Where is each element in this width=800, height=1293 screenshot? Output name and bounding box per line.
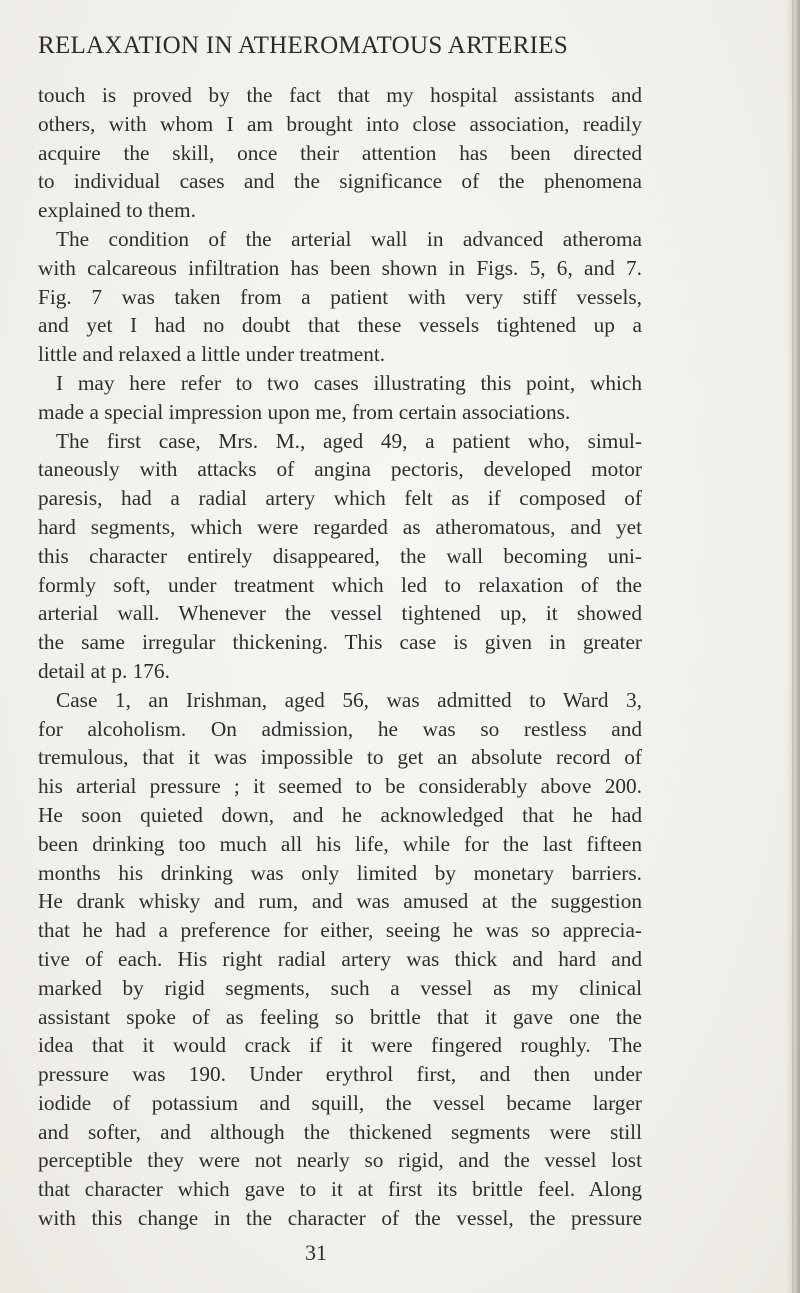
text-line: He soon quieted down, and he acknowledged that he had (38, 802, 642, 827)
text-line: tive of each. His right radial artery was thick and hard and (38, 946, 642, 971)
text-line: with this change in the character of the vessel, the pressure (38, 1206, 642, 1231)
text-line: idea that it would crack if it were fingered roughly. The (38, 1033, 642, 1058)
text-line: iodide of potassium and squill, the vessel became larger (38, 1090, 642, 1115)
text-line: his arterial pressure ; it seemed to be considerably above 200. (38, 774, 642, 799)
text-line: been drinking too much all his life, while for the last fifteen (38, 831, 642, 856)
text-line: explained to them. (38, 198, 196, 223)
page-edge-line (792, 0, 794, 1293)
body-text (38, 81, 642, 1233)
text-line: marked by rigid segments, such a vessel as my clinical (38, 975, 642, 1000)
text-line: touch is proved by the fact that my hospital assistants and (38, 83, 642, 107)
text-line: others, with whom I am brought into close association, readily (38, 111, 642, 136)
text-line: and yet I had no doubt that these vessels tightened up a (38, 313, 642, 338)
text-line: He drank whisky and rum, and was amused at the suggestion (38, 889, 642, 914)
text-line: that character which gave to it at first its brittle feel. Along (38, 1177, 642, 1202)
text-line: hard segments, which were regarded as atheromatous, and yet (38, 514, 642, 539)
text-line: The first case, Mrs. M., aged 49, a patient who, simul- (56, 428, 642, 453)
text-line: tremulous, that it was impossible to get an absolute record of (38, 745, 642, 770)
text-line: with calcareous infiltration has been shown in Figs. 5, 6, and 7. (38, 255, 642, 280)
text-line: little and relaxed a little under treatment. (38, 342, 386, 367)
text-line: Case 1, an Irishman, aged 56, was admitted to Ward 3, (56, 687, 642, 712)
text-line: paresis, had a radial artery which felt as if composed of (38, 486, 642, 511)
text-line: perceptible they were not nearly so rigid, and the vessel lost (38, 1148, 642, 1173)
text-line: The condition of the arterial wall in advanced atheroma (56, 226, 642, 251)
text-line: Fig. 7 was taken from a patient with very stiff vessels, (38, 284, 642, 309)
text-line: pressure was 190. Under erythrol first, and then under (38, 1062, 642, 1087)
text-line: I may here refer to two cases illustrating this point, which (56, 370, 642, 395)
running-head: RELAXATION IN ATHEROMATOUS ARTERIES (38, 32, 569, 59)
text-line: for alcoholism. On admission, he was so restless and (38, 716, 642, 741)
text-line: acquire the skill, once their attention has been directed (38, 140, 642, 165)
text-line: to individual cases and the significance of the phenomena (38, 169, 642, 194)
text-line: made a special impression upon me, from certain associations. (38, 399, 571, 424)
text-line: assistant spoke of as feeling so brittle that it gave one the (38, 1004, 642, 1029)
text-line: arterial wall. Whenever the vessel tightened up, it showed (38, 601, 642, 626)
text-line: that he had a preference for either, seeing he was so apprecia- (38, 918, 642, 943)
text-line: taneously with attacks of angina pectoris, developed motor (38, 457, 642, 482)
text-line: detail at p. 176. (38, 658, 170, 683)
text-line: this character entirely disappeared, the wall becoming uni- (38, 543, 642, 568)
text-line: and softer, and although the thickened segments were still (38, 1119, 642, 1144)
text-line: formly soft, under treatment which led to relaxation of the (38, 572, 642, 597)
text-line: the same irregular thickening. This case is given in greater (38, 630, 642, 655)
page-number: 31 (305, 1240, 327, 1265)
text-line: months his drinking was only limited by monetary barriers. (38, 860, 642, 885)
